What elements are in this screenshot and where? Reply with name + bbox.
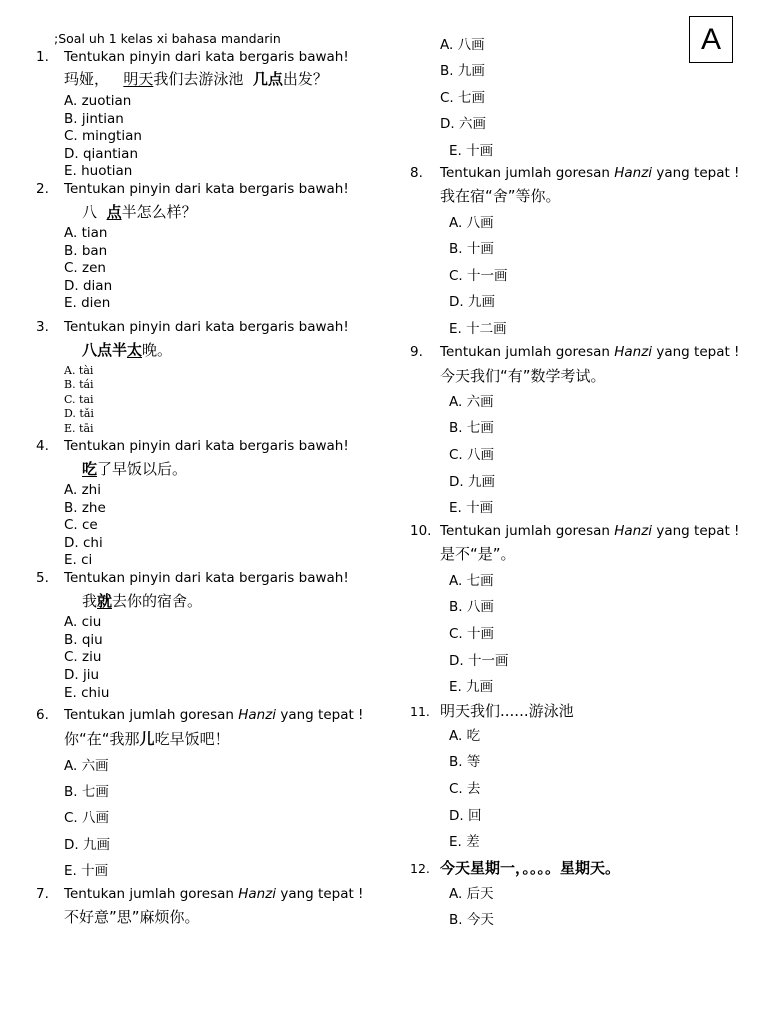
question-prompt: Tentukan pinyin dari kata bergaris bawah!	[64, 181, 349, 197]
option-a[interactable]: A. 八画	[449, 215, 494, 231]
question-number: 12.	[410, 861, 430, 876]
option-d[interactable]: D. 十一画	[449, 653, 509, 669]
question-prompt: Tentukan jumlah goresan Hanzi yang tepat !	[440, 165, 740, 181]
option-c[interactable]: C. mingtian	[64, 128, 142, 144]
option-c[interactable]: C. 十一画	[449, 268, 508, 284]
question-prompt: Tentukan pinyin dari kata bergaris bawah!	[64, 319, 349, 335]
question-sentence: 八点半太晚。	[82, 341, 173, 359]
option-c[interactable]: C. ce	[64, 517, 98, 533]
option-d[interactable]: D. qiantian	[64, 146, 138, 162]
question-sentence: 明天我们......游泳池	[440, 702, 574, 720]
option-d[interactable]: D. tǎi	[64, 407, 94, 420]
option-d[interactable]: D. jiu	[64, 667, 100, 683]
option-b[interactable]: B. tái	[64, 378, 94, 391]
question-sentence: 今天我们“有”数学考试。	[440, 367, 606, 385]
option-a[interactable]: A. zuotian	[64, 93, 132, 109]
question-number: 1.	[36, 49, 49, 65]
option-a[interactable]: A. zhi	[64, 482, 101, 498]
option-b[interactable]: B. 九画	[440, 63, 485, 79]
option-c[interactable]: C. 八画	[64, 810, 110, 826]
option-a[interactable]: A. 六画	[64, 758, 109, 774]
question-number: 3.	[36, 319, 49, 335]
option-d[interactable]: D. 回	[449, 808, 482, 824]
option-d[interactable]: D. 六画	[440, 116, 486, 132]
option-c[interactable]: C. 七画	[440, 90, 486, 106]
question-number: 4.	[36, 438, 49, 454]
option-a[interactable]: A. tian	[64, 225, 108, 241]
option-e[interactable]: E. 十画	[449, 500, 494, 516]
version-badge: A	[689, 16, 733, 63]
question-sentence: 是不“是”。	[440, 545, 516, 563]
option-b[interactable]: B. 八画	[449, 599, 494, 615]
option-a[interactable]: A. 七画	[449, 573, 494, 589]
option-c[interactable]: C. 十画	[449, 626, 495, 642]
option-e[interactable]: E. 十画	[64, 863, 109, 879]
question-number: 6.	[36, 707, 49, 723]
question-sentence: 我就去你的宿舍。	[82, 592, 203, 610]
question-prompt: Tentukan pinyin dari kata bergaris bawah!	[64, 49, 349, 65]
question-number: 2.	[36, 181, 49, 197]
option-e[interactable]: E. tāi	[64, 422, 94, 435]
option-c[interactable]: C. 去	[449, 781, 481, 797]
option-a[interactable]: A. tài	[64, 364, 94, 377]
question-number: 11.	[410, 704, 430, 719]
option-d[interactable]: D. chi	[64, 535, 103, 551]
option-a[interactable]: A. 后天	[449, 886, 494, 902]
option-a[interactable]: A. 吃	[449, 728, 481, 744]
option-e[interactable]: E. huotian	[64, 163, 133, 179]
question-number: 7.	[36, 886, 49, 902]
question-number: 5.	[36, 570, 49, 586]
question-prompt: Tentukan jumlah goresan Hanzi yang tepat !	[64, 707, 364, 723]
option-b[interactable]: B. 等	[449, 754, 481, 770]
option-a[interactable]: A. 六画	[449, 394, 494, 410]
option-a[interactable]: A. 八画	[440, 37, 485, 53]
option-b[interactable]: B. zhe	[64, 500, 106, 516]
question-sentence: 八 点半怎么样？	[82, 203, 197, 221]
option-c[interactable]: C. zen	[64, 260, 106, 276]
question-prompt: Tentukan jumlah goresan Hanzi yang tepat !	[64, 886, 364, 902]
option-e[interactable]: E. chiu	[64, 685, 110, 701]
question-number: 9.	[410, 344, 423, 360]
sheet-header: ;Soal uh 1 kelas xi bahasa mandarin	[54, 31, 281, 46]
option-a[interactable]: A. ciu	[64, 614, 102, 630]
option-e[interactable]: E. ci	[64, 552, 93, 568]
question-sentence: 不好意”思”麻烦你。	[64, 908, 200, 926]
question-sentence: 我在宿“舍”等你。	[440, 187, 561, 205]
option-b[interactable]: B. qiu	[64, 632, 103, 648]
option-e[interactable]: E. 十画	[449, 143, 494, 159]
question-number: 8.	[410, 165, 423, 181]
question-prompt: Tentukan jumlah goresan Hanzi yang tepat !	[440, 344, 740, 360]
option-d[interactable]: D. dian	[64, 278, 113, 294]
option-b[interactable]: B. 七画	[449, 420, 494, 436]
option-b[interactable]: B. 十画	[449, 241, 494, 257]
option-b[interactable]: B. ban	[64, 243, 108, 259]
question-sentence: 玛娅， 明天我们去游泳池 几点出发？	[64, 70, 328, 88]
question-sentence: 你“在“我那儿吃早饭吧！	[64, 730, 230, 748]
option-d[interactable]: D. 九画	[449, 294, 495, 310]
question-sentence: 吃了早饭以后。	[82, 460, 188, 478]
option-e[interactable]: E. 九画	[449, 679, 494, 695]
question-prompt: Tentukan pinyin dari kata bergaris bawah!	[64, 570, 349, 586]
option-c[interactable]: C. tai	[64, 393, 94, 406]
option-c[interactable]: C. 八画	[449, 447, 495, 463]
option-b[interactable]: B. 七画	[64, 784, 109, 800]
option-e[interactable]: E. 差	[449, 834, 480, 850]
question-prompt: Tentukan jumlah goresan Hanzi yang tepat !	[440, 523, 740, 539]
option-d[interactable]: D. 九画	[64, 837, 110, 853]
question-number: 10.	[410, 523, 432, 539]
question-sentence: 今天星期一，。。。。星期天。	[440, 859, 621, 877]
option-e[interactable]: E. dien	[64, 295, 111, 311]
option-d[interactable]: D. 九画	[449, 474, 495, 490]
option-c[interactable]: C. ziu	[64, 649, 102, 665]
option-b[interactable]: B. jintian	[64, 111, 124, 127]
question-prompt: Tentukan pinyin dari kata bergaris bawah!	[64, 438, 349, 454]
option-b[interactable]: B. 今天	[449, 912, 494, 928]
option-e[interactable]: E. 十二画	[449, 321, 507, 337]
